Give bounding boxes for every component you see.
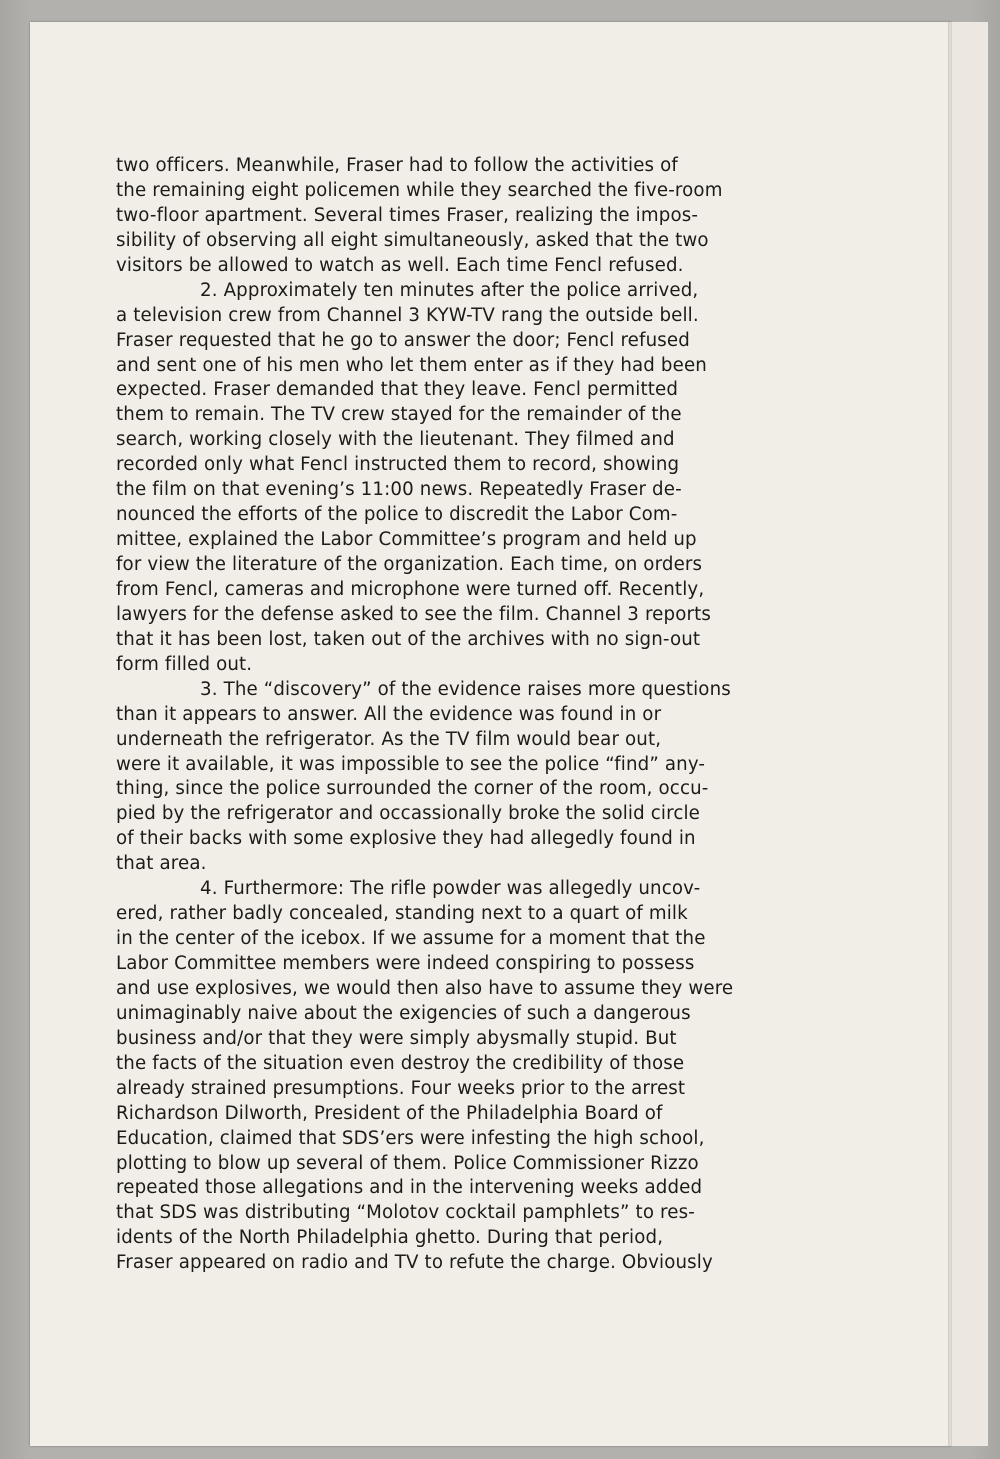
text-line: in the center of the icebox. If we assume for a moment that the xyxy=(116,928,706,950)
text-line: the facts of the situation even destroy the credibility of those xyxy=(116,1052,685,1074)
text-line: underneath the refrigerator. As the TV film would bear out, xyxy=(116,728,662,750)
text-line: recorded only what Fencl instructed them to record, showing xyxy=(116,454,680,476)
text-line: and use explosives, we would then also have to assume they were xyxy=(116,977,734,999)
text-line: ered, rather badly concealed, standing next to a quart of milk xyxy=(116,903,688,925)
text-line: the film on that evening’s 11:00 news. Repeatedly Fraser de- xyxy=(116,479,682,501)
text-line: 4. Furthermore: The rifle powder was allegedly uncov- xyxy=(200,878,701,900)
text-line: that area. xyxy=(116,853,207,875)
text-line: that it has been lost, taken out of the archives with no sign-out xyxy=(116,628,701,650)
body-text xyxy=(116,154,826,1276)
text-line: Fraser requested that he go to answer the door; Fencl refused xyxy=(116,329,690,351)
text-line: pied by the refrigerator and occassionally broke the solid circle xyxy=(116,803,701,825)
text-line: search, working closely with the lieutenant. They filmed and xyxy=(116,429,675,451)
text-line: idents of the North Philadelphia ghetto. During that period, xyxy=(116,1227,664,1249)
text-line: form filled out. xyxy=(116,653,253,675)
text-line: visitors be allowed to watch as well. Each time Fencl refused. xyxy=(116,254,684,276)
text-line: were it available, it was impossible to see the police “find” any- xyxy=(116,753,706,775)
text-line: nounced the efforts of the police to discredit the Labor Com- xyxy=(116,504,678,526)
text-line: them to remain. The TV crew stayed for the remainder of the xyxy=(116,404,682,426)
text-line: expected. Fraser demanded that they leave. Fencl permitted xyxy=(116,379,679,401)
text-line: repeated those allegations and in the intervening weeks added xyxy=(116,1177,703,1199)
text-line: a television crew from Channel 3 KYW-TV rang the outside bell. xyxy=(116,304,699,326)
text-line: the remaining eight policemen while they searched the five-room xyxy=(116,179,723,201)
text-line: unimaginably naive about the exigencies of such a dangerous xyxy=(116,1002,691,1024)
text-line: and sent one of his men who let them enter as if they had been xyxy=(116,354,707,376)
text-line: two-floor apartment. Several times Fraser, realizing the impos- xyxy=(116,204,699,226)
text-line: from Fencl, cameras and microphone were turned off. Recently, xyxy=(116,578,705,600)
text-line: Education, claimed that SDS’ers were infesting the high school, xyxy=(116,1127,705,1149)
text-line: sibility of observing all eight simultaneously, asked that the two xyxy=(116,229,709,251)
text-line: plotting to blow up several of them. Police Commissioner Rizzo xyxy=(116,1152,699,1174)
text-line: 2. Approximately ten minutes after the police arrived, xyxy=(200,279,699,301)
text-line: of their backs with some explosive they had allegedly found in xyxy=(116,828,696,850)
text-line: Fraser appeared on radio and TV to refute the charge. Obviously xyxy=(116,1252,713,1274)
text-line: for view the literature of the organization. Each time, on orders xyxy=(116,554,703,575)
text-line: that SDS was distributing “Molotov cocktail pamphlets” to res- xyxy=(116,1202,695,1224)
text-line: Labor Committee members were indeed conspiring to possess xyxy=(116,953,695,974)
text-line: already strained presumptions. Four weeks prior to the arrest xyxy=(116,1077,686,1099)
text-line: business and/or that they were simply abysmally stupid. But xyxy=(116,1027,677,1049)
adjacent-page-edge xyxy=(951,22,988,1446)
text-line: Richardson Dilworth, President of the Philadelphia Board of xyxy=(116,1102,663,1124)
text-line: 3. The “discovery” of the evidence raises more questions xyxy=(200,678,731,700)
text-line: than it appears to answer. All the evidence was found in or xyxy=(116,703,662,725)
text-line: thing, since the police surrounded the corner of the room, occu- xyxy=(116,778,709,800)
text-line: two officers. Meanwhile, Fraser had to follow the activities of xyxy=(116,155,678,176)
text-line: lawyers for the defense asked to see the film. Channel 3 reports xyxy=(116,603,712,625)
text-line: mittee, explained the Labor Committee’s program and held up xyxy=(116,529,697,551)
